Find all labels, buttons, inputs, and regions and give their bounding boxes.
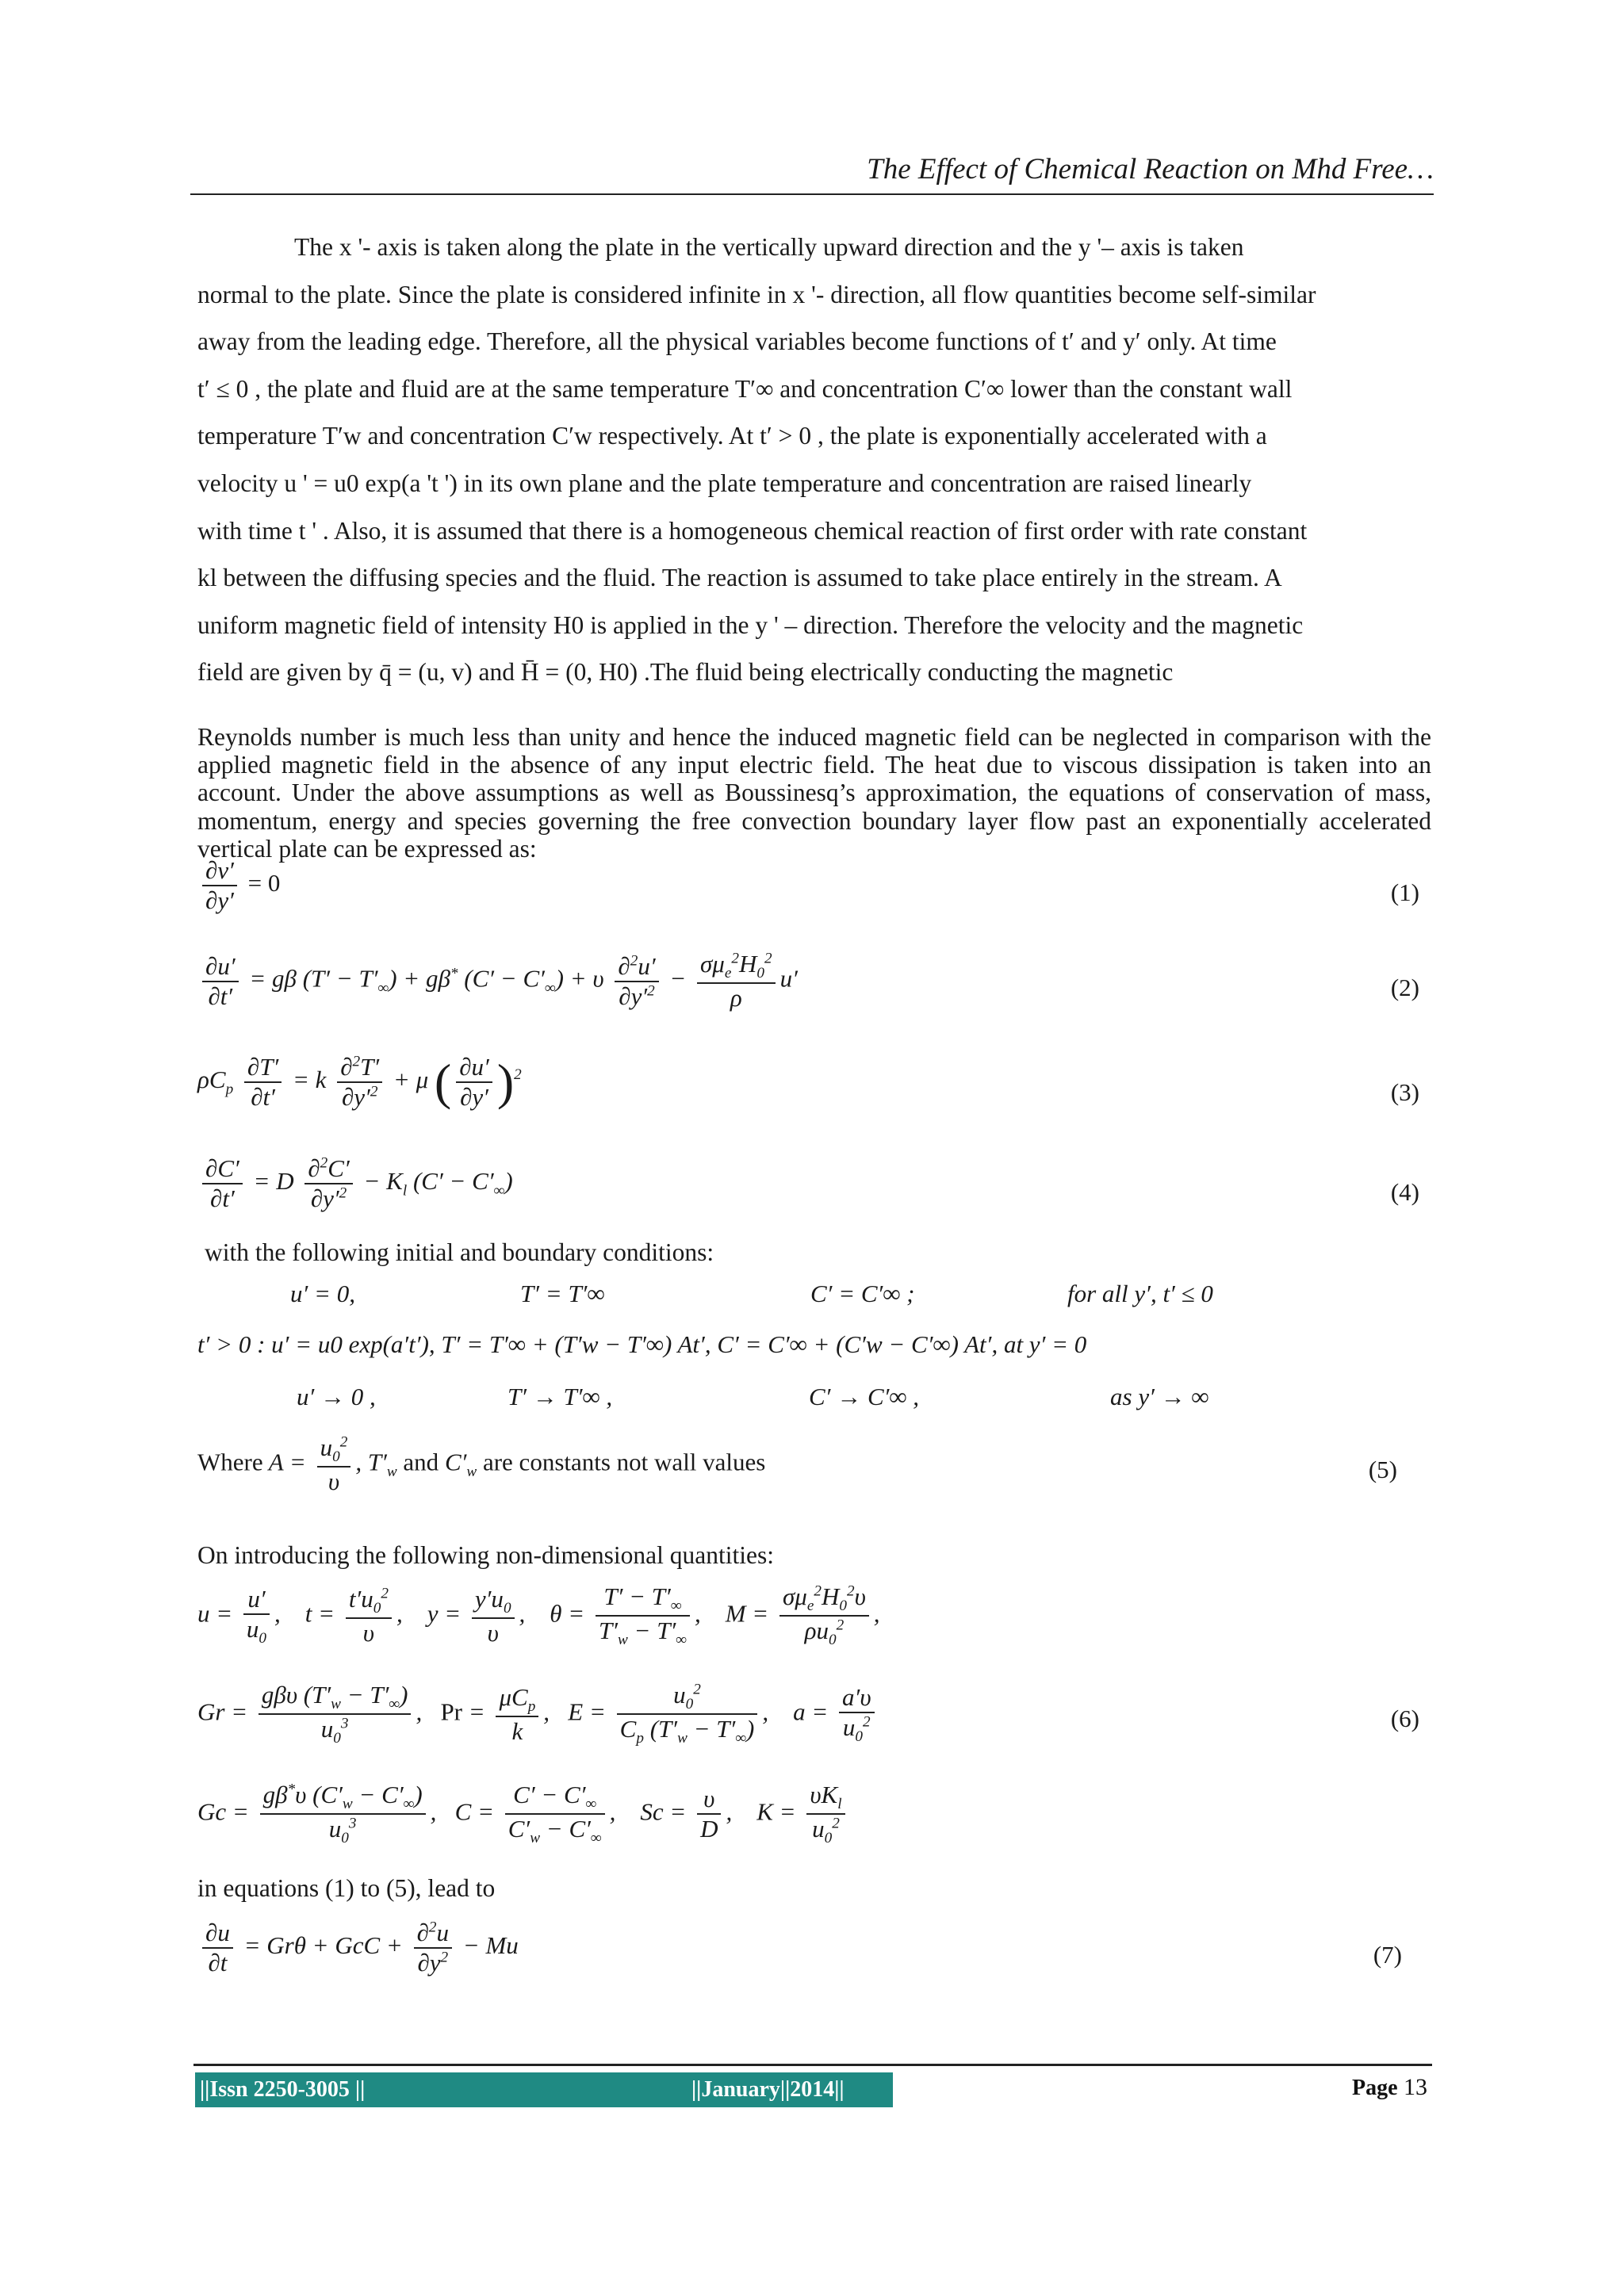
nondim-intro: On introducing the following non-dimensional quantities:: [197, 1541, 775, 1569]
bc-far-domain: as y′ → ∞: [1110, 1383, 1209, 1410]
paragraph-line: t′ ≤ 0 , the plate and fluid are at the same temperature T′∞ and concentration C′∞ lower than the constant wall: [197, 374, 1293, 403]
footer-page: [1352, 2074, 1427, 2101]
equation-where: Where A = $\frac{u_0^2}{\upsilon}$ , $T'_w$ and $C'_w$ are constants not wall values: [197, 1433, 766, 1496]
bc-initial-concentration: C′ = C′∞ ;: [810, 1280, 915, 1307]
bc-initial-domain: for all y′, t′ ≤ 0: [1067, 1280, 1213, 1307]
running-title: The Effect of Chemical Reaction on Mhd Free…: [867, 153, 1434, 186]
equation-energy: $\rho C_p$ $\frac{\partial T'}{\partial t'}$ = k $\frac{\partial^2T'}{\partial y'^2}$ + μ ( $\frac{\partial u'}{\partial y'}$ )$^2$: [197, 1053, 522, 1111]
equation-momentum: $\frac{\partial u'}{\partial t'}$ = gβ $(T' - T'_\infty) + g\beta^*$ $(C' - C'_\infty) + \upsilon$ $\frac{\partial^2u'}{\partial y'^2}$ − $\frac{\sigma\mu_e^2H_0^2}{\rho}$ u′: [197, 950, 798, 1012]
paragraph-line: with time t ' . Also, it is assumed that there is a homogeneous chemical reaction of first order with rate constant: [197, 516, 1308, 545]
equation-nondim-row1: u = $\frac{u'}{u_0}$ , t = $\frac{t'u_0^2}{\upsilon}$ , y = $\frac{y'u_0}{\upsilon}$ , θ = $\frac{T' - T'_\infty}{T'_w - T'_\infty}$ , M = $\frac{\sigma\mu_e^2H_0^2\upsilon}{\rho u_0^2}$ ,: [197, 1582, 880, 1649]
where-label: Where: [197, 1448, 263, 1476]
equation-number: (3): [1390, 1078, 1419, 1106]
equation-number: (4): [1390, 1178, 1419, 1206]
intro-paragraph: [197, 224, 1431, 696]
paragraph-line: velocity u ' = u0 exp(a 't ') in its own plane and the plate temperature and concentration are raised linearly: [197, 469, 1252, 497]
paragraph-line: uniform magnetic field of intensity H0 is applied in the y ' – direction. Therefore the velocity and the magnetic: [197, 610, 1304, 639]
equation-number: (6): [1390, 1705, 1419, 1732]
equation-nondim-row2: Gr = $\frac{g\beta\upsilon (T'_w - T'_\infty)}{u_0^3}$ , Pr = $\frac{\mu C_p}{k}$ , E = $\frac{u_0^2}{C_p (T'_w - T'_\infty)}$ , a = $\frac{a'\upsilon}{u_0^2}$: [197, 1681, 879, 1747]
equation-number: (2): [1390, 974, 1419, 1001]
where-text: are constants not wall values: [482, 1448, 766, 1476]
bc-wall: t′ > 0 : u′ = u0 exp(a′t′), T′ = T′∞ + (T′w − T′∞) At′, C′ = C′∞ + (C′w − C′∞) At′, at y′ = 0: [197, 1330, 1087, 1358]
equation-nondim-row3: Gc = $\frac{g\beta^*\upsilon (C'_w - C'_\infty)}{u_0^3}$ , C = $\frac{C' - C'_\infty}{C'_w - C'_\infty}$ , Sc = $\frac{\upsilon}{D}$ , K = $\frac{\upsilon K_l}{u_0^2}$: [197, 1781, 850, 1847]
equation-number: (1): [1390, 878, 1419, 906]
bc-initial-velocity: u′ = 0,: [290, 1280, 355, 1307]
equation-number: (7): [1373, 1941, 1402, 1969]
paragraph-line: The x '- axis is taken along the plate in the vertically upward direction and the y '– axis is taken: [294, 233, 1244, 261]
equation-number: (5): [1368, 1456, 1397, 1483]
bc-far-velocity: u′ → 0 ,: [297, 1383, 376, 1410]
bc-initial-temperature: T′ = T′∞: [520, 1280, 605, 1307]
equation-dimensionless-momentum: $\frac{\partial u}{\partial t}$ = Grθ + GcC + $\frac{\partial^2u}{\partial y^2}$ − Mu: [197, 1919, 519, 1977]
bc-far-temperature: T′ → T′∞ ,: [508, 1383, 613, 1410]
paragraph-line: normal to the plate. Since the plate is considered infinite in x '- direction, all flow quantities become self-similar: [197, 280, 1316, 308]
paragraph-line: field are given by q̄ = (u, v) and H̄ = (0, H0) .The fluid being electrically conducting the magnetic: [197, 658, 1174, 687]
page-label: Page: [1351, 2076, 1398, 2100]
conditions-intro: with the following initial and boundary conditions:: [205, 1238, 714, 1266]
equation-species: $\frac{\partial C'}{\partial t'}$ = D $\frac{\partial^2C'}{\partial y'^2}$ − $K_l$ $(C' - C'_\infty)$: [197, 1154, 513, 1213]
equation-continuity: $\frac{\partial v'}{\partial y'}$ = 0: [197, 856, 280, 915]
lead-to-text: in equations (1) to (5), lead to: [197, 1874, 496, 1902]
header-rule: [190, 193, 1434, 195]
paragraph-line: kl between the diffusing species and the fluid. The reaction is assumed to take place entirely in the stream. A: [197, 564, 1282, 592]
bc-far-concentration: C′ → C′∞ ,: [809, 1383, 920, 1410]
footer-issn: ||Issn 2250-3005 ||: [200, 2077, 366, 2102]
paragraph-line: temperature T′w and concentration C′w respectively. At t′ > 0 , the plate is exponentially accelerated with a: [197, 422, 1267, 450]
footer-rule: [193, 2064, 1432, 2066]
page-number: 13: [1404, 2074, 1427, 2100]
paragraph-line: away from the leading edge. Therefore, all the physical variables become functions of t′ and y′ only. At time: [197, 327, 1277, 356]
footer-date: ||January||2014||: [691, 2077, 845, 2102]
assumptions-paragraph: Reynolds number is much less than unity and hence the induced magnetic field can be neglected in comparison with the applied magnetic field in the absence of any input electric field. The heat due to viscous dissipation is taken into an account. Under the above assumptions as well as Boussinesq’s approximation, the equations of conservation of mass, momentum, energy and species governing the free convection boundary layer flow past an exponentially accelerated vertical plate can be expressed as:: [197, 723, 1431, 863]
